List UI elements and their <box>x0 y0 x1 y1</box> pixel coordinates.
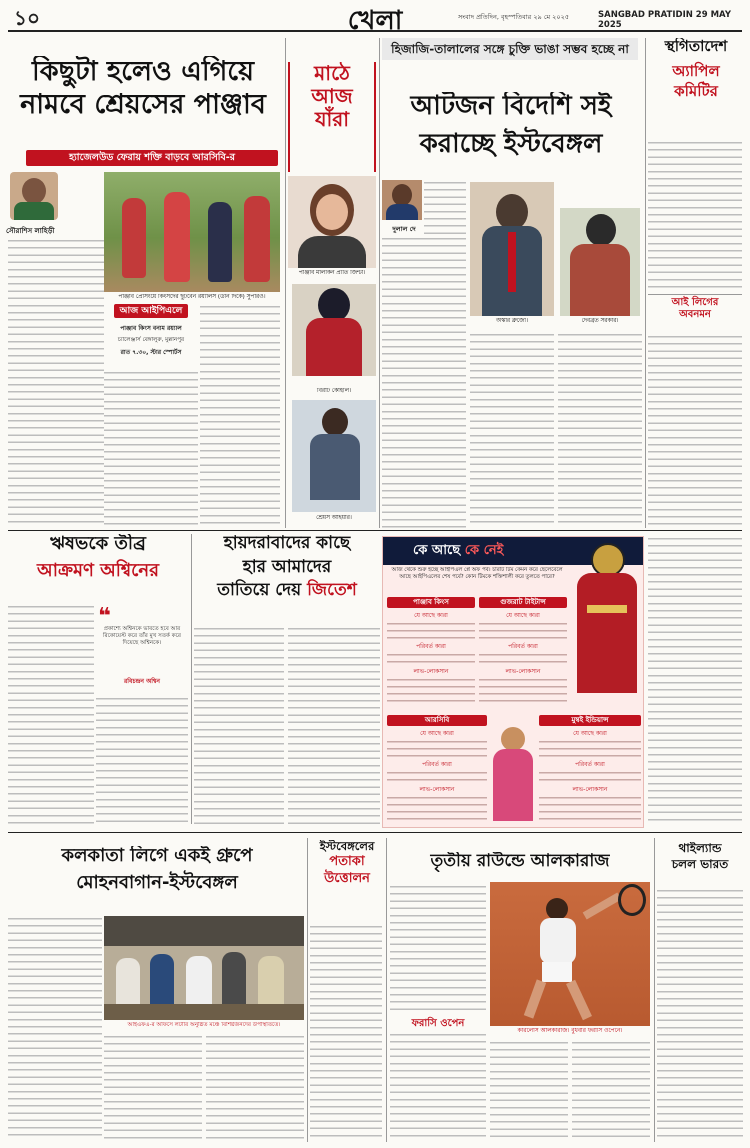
apple-subhead <box>648 294 742 330</box>
infobox-intro: আজ থেকে শুরু হচ্ছে আইপিএল প্লে অফ পর্ব। চারটি টিম কেমন করে ছেলেবেলে আছে আইপিএলের শেষ পর্বে? কোন টিমকে শক্তিশালী করে তুলতে পারে? <box>391 567 563 580</box>
team-2-out: পরিবর্ত কারা <box>508 643 538 650</box>
team-4-name: মুম্বই ইন্ডিয়ান্স <box>539 715 641 726</box>
ashwin-quote-box <box>96 604 188 692</box>
preity-headline <box>288 62 376 172</box>
rcb-player-photo <box>569 543 643 693</box>
masthead <box>0 0 750 30</box>
ashwin-body-1 <box>8 604 94 824</box>
team-card-2 <box>479 597 567 705</box>
debabrata-caption: দেবব্রত সরকার। <box>581 318 619 324</box>
team-2-in-list <box>479 621 567 641</box>
team-4-in-list <box>539 739 641 759</box>
kolkata-caption: আইএফএ-র অফিসে লটারি অনুষ্ঠিত মঞ্চে বিশিষ্টজনদের উপস্থিতিতে। <box>127 1022 281 1028</box>
ashwin-quote: প্রকাশ্যে অশ্বিনকে ভাবতে হবে আর রিকোয়েস্ট করে তাঁর মুখ সতর্ক করে দিয়েছে অশ্বিনকে। <box>103 626 181 647</box>
team-card-3 <box>387 715 487 825</box>
alcaraz-body-2 <box>390 1032 486 1140</box>
divider <box>307 838 308 1142</box>
apple-subhead-line-2: অবনমন <box>679 308 711 320</box>
preity-headline-line-2: আজ <box>311 84 353 108</box>
ipl-today-title: আজ আইপিএলে <box>114 304 188 318</box>
alcaraz-caption: কারলোস আলকারাজ। বুধবার ফরাসি ওপেনে। <box>517 1028 623 1034</box>
alcaraz-tag: ফরাসি ওপেন <box>411 1018 465 1029</box>
debabrata-photo <box>560 208 640 316</box>
infobox-title-prefix: কে আছে <box>413 543 461 558</box>
ashwin-headline <box>8 534 188 596</box>
column-body-right <box>648 536 742 824</box>
punjab-byline: সৌরাশিস লাহিড়ী <box>6 227 55 235</box>
apple-headline-line-3: কমিটির <box>674 81 718 100</box>
team-4-loss: লাভ-লোকসান <box>572 786 608 793</box>
flag-headline <box>310 840 384 920</box>
thailand-body <box>657 888 743 1140</box>
punjab-headline <box>8 56 278 130</box>
page-number: ১০ <box>14 6 40 30</box>
kohli-photo <box>292 284 376 376</box>
thailand-headline <box>657 842 743 884</box>
punjab-subhead: হ্যাজেলউড ফেরায় শক্তি বাড়বে আরসিবি-র <box>26 150 278 166</box>
oscar-photo <box>470 182 554 316</box>
kolkata-body-3 <box>206 1034 304 1140</box>
kolkata-body-2 <box>104 1034 202 1140</box>
team-2-in: যে আছে কারা <box>506 612 540 619</box>
team-2-loss-list <box>479 677 567 705</box>
team-card-1 <box>387 597 475 705</box>
divider <box>654 838 655 1142</box>
masthead-rule <box>8 30 742 32</box>
alcaraz-photo <box>490 882 650 1026</box>
ashwin-quote-by: রবিচন্দ্রন অশ্বিন <box>123 678 161 685</box>
team-2-name: গুজরাট টাইটান্স <box>479 597 567 608</box>
team-4-loss-list <box>539 795 641 823</box>
section-rule <box>8 832 742 833</box>
eastbengal-headline-line-1: আটজন বিদেশি সই <box>410 92 612 121</box>
eastbengal-headline <box>382 92 640 182</box>
hyderabad-body-1 <box>194 626 284 824</box>
author-avatar <box>10 172 58 220</box>
eastbengal-byline: দুলাল দে <box>392 225 416 233</box>
kolkata-photo <box>104 916 304 1020</box>
punjab-team-photo <box>104 172 280 292</box>
eastbengal-kicker: হিজাজি-তালালের সঙ্গে চুক্তি ভাঙা সম্ভব হচ্ছে না <box>382 38 638 60</box>
hyderabad-headline-line-3 <box>194 581 380 601</box>
punjab-headline-line-1: কিছুটা হলেও এগিয়ে <box>31 56 255 87</box>
eastbengal-body-top <box>424 180 466 234</box>
eastbengal-body-2 <box>470 332 554 528</box>
quote-mark-icon: ❝ <box>98 604 111 629</box>
apple-subhead-line-1: আই লিগের <box>671 297 719 308</box>
ashwin-headline-line-1: ঋষভকে তীব্র <box>50 534 146 554</box>
team-1-in: যে আছে কারা <box>414 612 448 619</box>
hyderabad-headline-accent: জিতেশ <box>307 580 357 601</box>
team-3-name: আরসিবি <box>387 715 487 726</box>
dulal-photo <box>382 180 422 220</box>
kolkata-headline-line-1: কলকাতা লিগে একই গ্রুপে <box>61 846 253 866</box>
infobox-title-accent: কে নেই <box>464 543 504 558</box>
alcaraz-body-4 <box>572 1040 650 1140</box>
hyderabad-body-2 <box>288 626 380 824</box>
alcaraz-headline: তৃতীয় রাউন্ডে আলকারাজ <box>430 852 610 871</box>
alcaraz-body-3 <box>490 1040 568 1140</box>
punjab-body-1 <box>8 238 104 528</box>
team-card-4 <box>539 715 641 825</box>
team-4-out: পরিবর্ত কারা <box>575 761 605 768</box>
team-3-loss-list <box>387 795 487 823</box>
apple-body-1 <box>648 140 742 292</box>
kolkata-headline-line-2: মোহনবাগান-ইস্টবেঙ্গল <box>76 871 238 893</box>
punjab-headline-line-2: নামবে শ্রেয়সের পাঞ্জাব <box>20 89 266 121</box>
divider <box>386 838 387 1142</box>
apple-headline-line-2: অ্যাপিল <box>672 62 720 81</box>
thailand-headline-line-2: চলল ভারত <box>671 856 729 871</box>
preity-caption: পাঞ্জাব মালকিন প্রীতি জিন্টা। <box>298 270 366 276</box>
hyderabad-headline-line-3-main: তাতিয়ে দেয় <box>217 580 302 601</box>
divider <box>379 38 380 528</box>
preity-headline-line-1: মাঠে <box>314 62 350 85</box>
punjab-body-2 <box>104 370 198 528</box>
team-4-out-list <box>539 770 641 784</box>
kohli-caption: বিরাট কোহলি। <box>317 388 351 394</box>
hyderabad-headline-line-1: হায়দরাবাদের কাছে <box>223 534 351 553</box>
kolkata-headline <box>8 846 306 912</box>
team-1-loss-list <box>387 677 475 705</box>
preity-headline-line-3: যাঁরা <box>314 107 350 131</box>
hyderabad-headline-line-2: হার আমাদের <box>242 556 332 577</box>
team-1-out: পরিবর্ত কারা <box>416 643 446 650</box>
section-title: খেলা <box>347 6 403 30</box>
flag-body <box>310 924 382 1140</box>
ipl-today-box <box>104 304 198 366</box>
divider <box>285 38 286 528</box>
team-2-loss: লাভ-লোকসান <box>505 668 541 675</box>
team-3-in: যে আছে কারা <box>420 730 454 737</box>
infobox <box>382 536 644 828</box>
eastbengal-body-1 <box>382 236 466 528</box>
team-1-loss: লাভ-লোকসান <box>413 668 449 675</box>
thailand-headline-line-1: থাইল্যান্ড <box>678 842 722 855</box>
divider <box>645 38 646 528</box>
punjab-body-3 <box>200 304 280 528</box>
team-3-loss: লাভ-লোকসান <box>419 786 455 793</box>
dateline-en: SANGBAD PRATIDIN 29 MAY 2025 <box>598 10 731 30</box>
team-3-in-list <box>387 739 487 759</box>
kolkata-body-1 <box>8 916 102 1140</box>
apple-body-2 <box>648 334 742 528</box>
apple-headline-line-1: স্থগিতাদেশ <box>664 38 728 55</box>
flag-headline-line-2: পতাকা <box>329 854 365 870</box>
infobox-player-2-photo <box>489 723 537 821</box>
team-3-out: পরিবর্ত কারা <box>422 761 452 768</box>
section-rule <box>8 530 742 531</box>
iyer-photo <box>292 400 376 512</box>
team-1-out-list <box>387 652 475 666</box>
flag-headline-line-3: উত্তোলন <box>324 871 370 887</box>
ipl-today-line-2: চ্যালেঞ্জার্স বেঙ্গালুরু, মুল্লানপুর <box>117 337 185 343</box>
apple-headline <box>648 38 744 136</box>
divider <box>191 534 192 824</box>
eastbengal-body-3 <box>558 332 642 528</box>
ashwin-headline-line-2: আক্রমণ অশ্বিনের <box>36 559 160 581</box>
ashwin-body-2 <box>96 696 188 824</box>
dateline-bn: সংবাদ প্রতিদিন, বৃহস্পতিবার ২৯ মে ২০২৫ <box>458 13 570 21</box>
ipl-today-line-3: রাত ৭.৩০, স্টার স্পোর্টস <box>120 349 182 356</box>
eastbengal-headline-line-2: করাচ্ছে ইস্টবেঙ্গল <box>419 128 603 159</box>
hyderabad-headline <box>194 534 380 622</box>
team-1-name: পাঞ্জাব কিংস <box>387 597 475 608</box>
team-2-out-list <box>479 652 567 666</box>
team-4-in: যে আছে কারা <box>573 730 607 737</box>
alcaraz-body-1 <box>390 884 486 1014</box>
oscar-caption: অস্কার ব্রুজো। <box>496 318 528 324</box>
preity-photo <box>288 176 376 268</box>
iyer-caption: শ্রেয়স আইয়ার। <box>316 515 352 521</box>
flag-headline-line-1: ইস্টবেঙ্গলের <box>319 840 375 853</box>
team-3-out-list <box>387 770 487 784</box>
infobox-title <box>413 541 503 562</box>
team-1-in-list <box>387 621 475 641</box>
ipl-today-line-1: পাঞ্জাব কিংস বনাম রয়্যাল <box>120 325 182 332</box>
punjab-photo-caption: পাঞ্জাব প্রেসিংয়ে কিংসদের ছুটবেন রয়্যালস (ডান দিকে) সুপারও। <box>118 294 266 300</box>
